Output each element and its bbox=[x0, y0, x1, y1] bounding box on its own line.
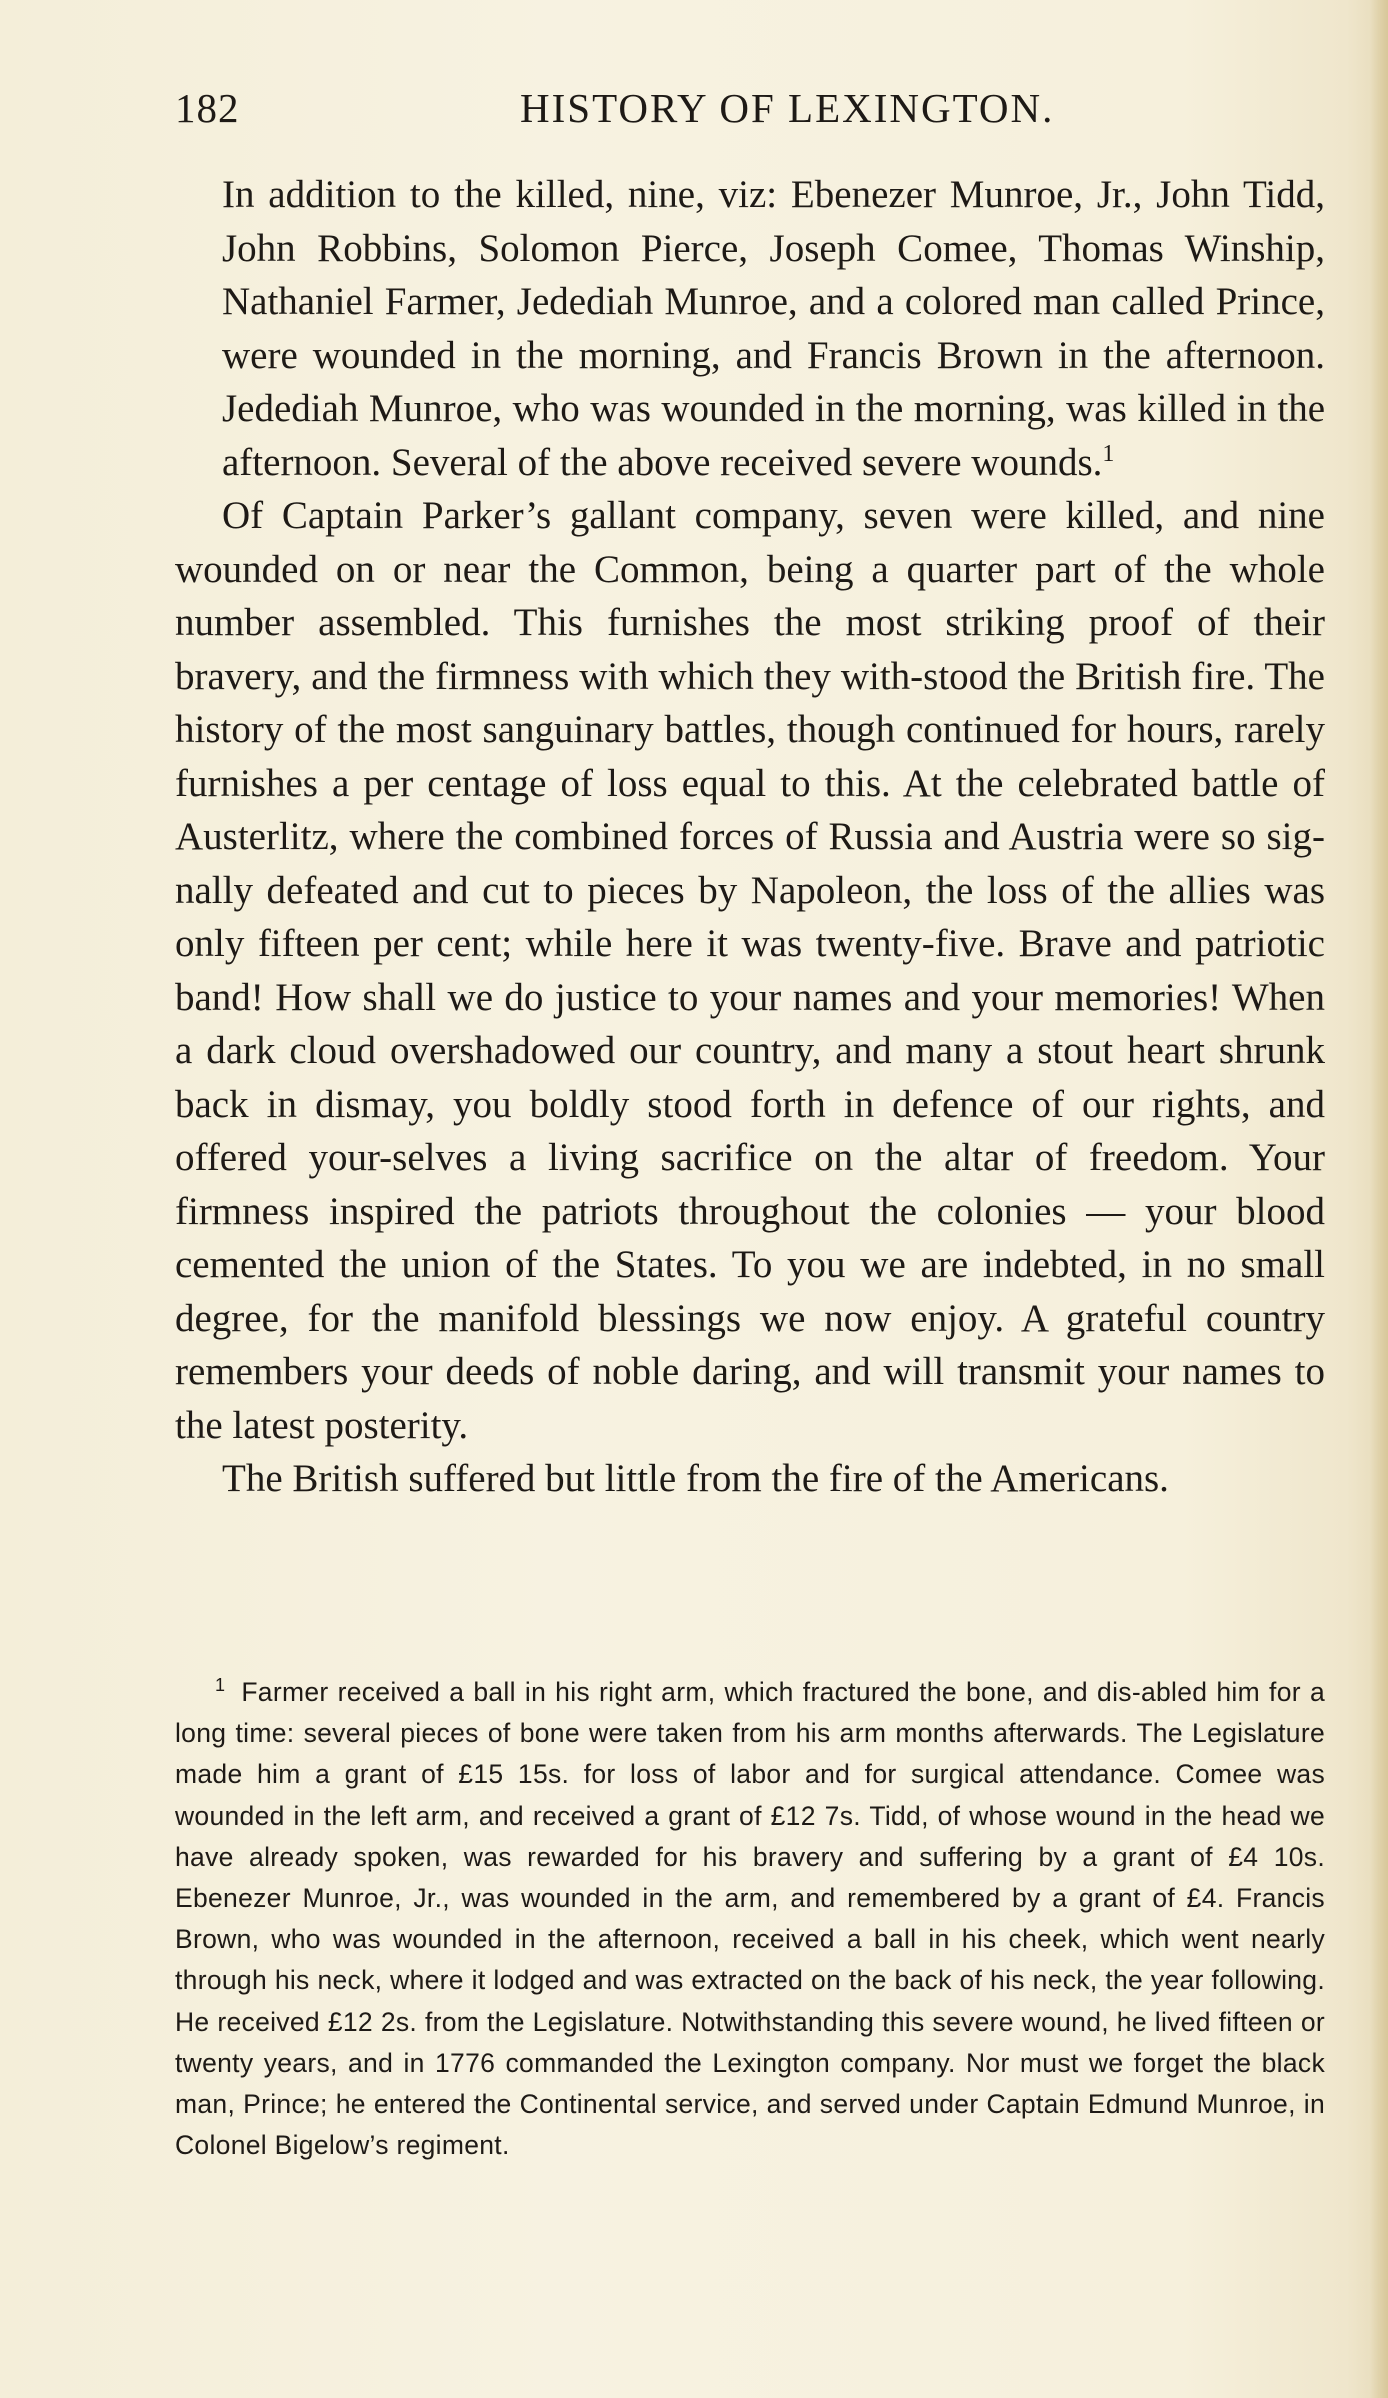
running-header bbox=[175, 78, 1325, 138]
footnote bbox=[175, 1672, 1325, 2166]
footnote-marker: 1 bbox=[215, 1675, 226, 1695]
running-title: HISTORY OF LEXINGTON. bbox=[520, 85, 1055, 131]
footnote-text: Farmer received a ball in his right arm, which fractured the bone, and dis-abled him for a long time: several pieces of bone were taken from his arm months afterwards. The Legislature made him a grant of £15 15s. for loss of labor and for surgical attendance. Comee was wounded in the left arm, and received a grant of £12 7s. Tidd, of whose wound in the head we have already spoken, was rewarded for his bravery and suffering by a grant of £4 10s. Ebenezer Munroe, Jr., was wounded in the arm, and remembered by a grant of £4. Francis Brown, who was wounded in the afternoon, received a ball in his cheek, which went nearly through his neck, where it lodged and was extracted on the back of his neck, the year following. He received £12 2s. from the Legislature. Notwithstanding this severe wound, he lived fifteen or twenty years, and in 1776 commanded the Lexington company. Nor must we forget the black man, Prince; he entered the Continental service, and served under Captain Edmund Munroe, in Colonel Bigelow’s regiment. bbox=[175, 1677, 1325, 2161]
page-number: 182 bbox=[175, 85, 240, 131]
footnote-paragraph bbox=[175, 1672, 1325, 2166]
main-text bbox=[175, 168, 1325, 1506]
page-edge-shadow bbox=[1370, 0, 1388, 2398]
paragraph-text: In addition to the killed, nine, viz: Ebenezer Munroe, Jr., John Tidd, John Robbins, Solomon Pierce, Joseph Comee, Thomas Winship, Nathaniel Farmer, Jedediah Munroe, and a colored man called Prince, were wounded in the morning, and Francis Brown in the afternoon. Jedediah Munroe, who was wounded in the morning, was killed in the afternoon. Several of the above received severe wounds. bbox=[222, 173, 1325, 484]
paragraph: The British suffered but little from the fire of the Americans. bbox=[222, 1457, 1169, 1500]
footnote-reference: 1 bbox=[1102, 440, 1115, 467]
paragraph bbox=[175, 168, 1325, 489]
paragraph: Of Captain Parker’s gallant company, seven were killed, and nine wounded on or near the Common, being a quarter part of the whole number assembled. This furnishes the most striking proof of their bravery, and the firmness with which they with-stood the British fire. The history of the most sanguinary battles, though continued for hours, rarely furnishes a per centage of loss equal to this. At the celebrated battle of Austerlitz, where the combined forces of Russia and Austria were so sig-nally defeated and cut to pieces by Napoleon, the loss of the allies was only fifteen per cent; while here it was twenty-five. Brave and patriotic band! How shall we do justice to your names and your memories! When a dark cloud overshadowed our country, and many a stout heart shrunk back in dismay, you boldly stood forth in defence of our rights, and offered your-selves a living sacrifice on the altar of freedom. Your firmness inspired the patriots throughout the colonies — your blood cemented the union of the States. To you we are indebted, in no small degree, for the manifold blessings we now enjoy. A grateful country remembers your deeds of noble daring, and will transmit your names to the latest posterity. bbox=[175, 494, 1325, 1447]
